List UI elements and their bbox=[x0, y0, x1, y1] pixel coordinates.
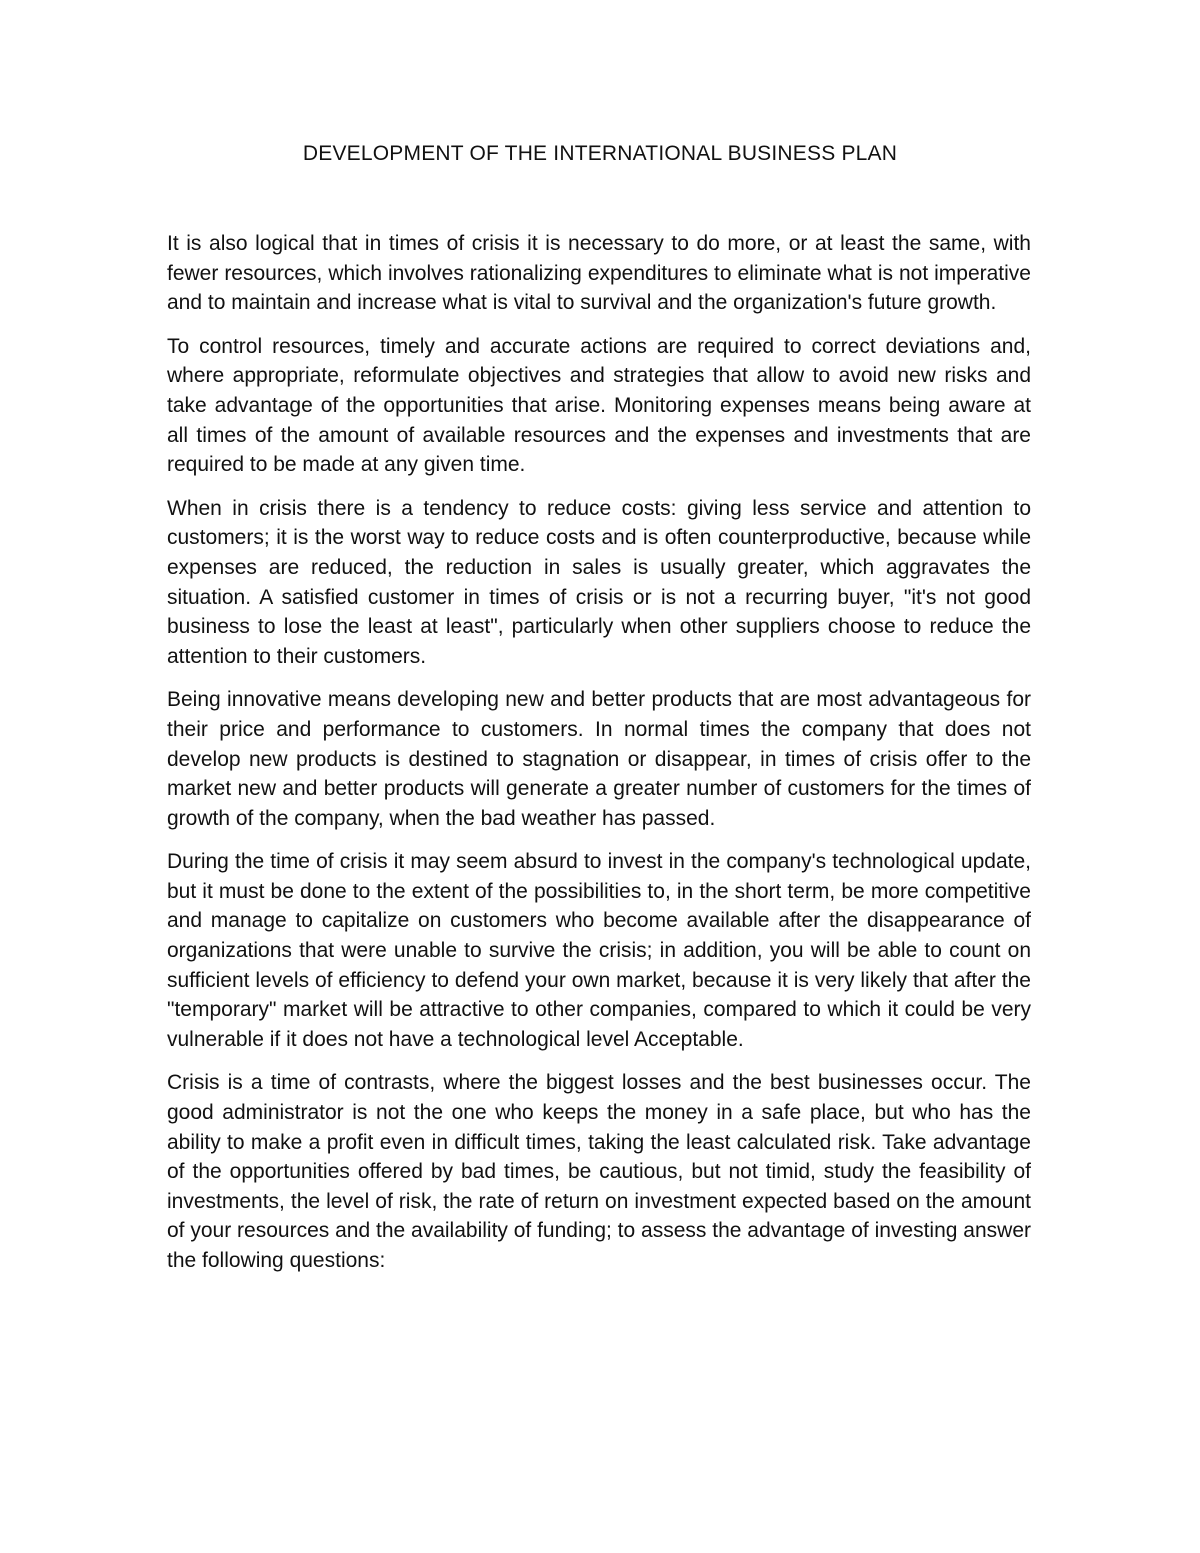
paragraph-4: Being innovative means developing new and better products that are most advantageous for their price and performance to customers. In normal times the company that does not develop new products is destined to stagnation or disappear, in times of crisis offer to the market new and better products will generate a greater number of customers for the times of growth of the company, when the bad weather has passed. bbox=[167, 688, 1031, 830]
paragraph-6: Crisis is a time of contrasts, where the biggest losses and the best businesses occur. The good administrator is not the one who keeps the money in a safe place, but who has the ability to make a profit even in difficult times, taking the least calculated risk. Take advantage of the opportunities offered by bad times, be cautious, but not timid, study the feasibility of investments, the level of risk, the rate of return on investment expected based on the amount of your resources and the availability of funding; to assess the advantage of investing answer the following questions: bbox=[167, 1071, 1031, 1272]
paragraph-3: When in crisis there is a tendency to reduce costs: giving less service and attention to customers; it is the worst way to reduce costs and is often counterproductive, because while expenses are reduced, the reduction in sales is usually greater, which aggravates the situation. A satisfied customer in times of crisis or is not a recurring buyer, "it's not good business to lose the least at least", particularly when other suppliers choose to reduce the attention to their customers. bbox=[167, 496, 1031, 668]
document-body bbox=[167, 229, 1031, 1290]
document-title: DEVELOPMENT OF THE INTERNATIONAL BUSINESS PLAN bbox=[302, 142, 898, 165]
paragraph-5: During the time of crisis it may seem absurd to invest in the company's technological update, but it must be done to the extent of the possibilities to, in the short term, be more competitive and manage to capitalize on customers who become available after the disappearance of organizations that were unable to survive the crisis; in addition, you will be able to count on sufficient levels of efficiency to defend your own market, because it is very likely that after the "temporary" market will be attractive to other companies, compared to which it could be very vulnerable if it does not have a technological level Acceptable. bbox=[167, 850, 1031, 1051]
paragraph-2: To control resources, timely and accurate actions are required to correct deviations and, where appropriate, reformulate objectives and strategies that allow to avoid new risks and take advantage of the opportunities that arise. Monitoring expenses means being aware at all times of the amount of available resources and the expenses and investments that are required to be made at any given time. bbox=[167, 334, 1031, 477]
paragraph-1: It is also logical that in times of crisis it is necessary to do more, or at least the same, with fewer resources, which involves rationalizing expenditures to eliminate what is not imperative and to maintain and increase what is vital to survival and the organization's future growth. bbox=[167, 232, 1031, 315]
